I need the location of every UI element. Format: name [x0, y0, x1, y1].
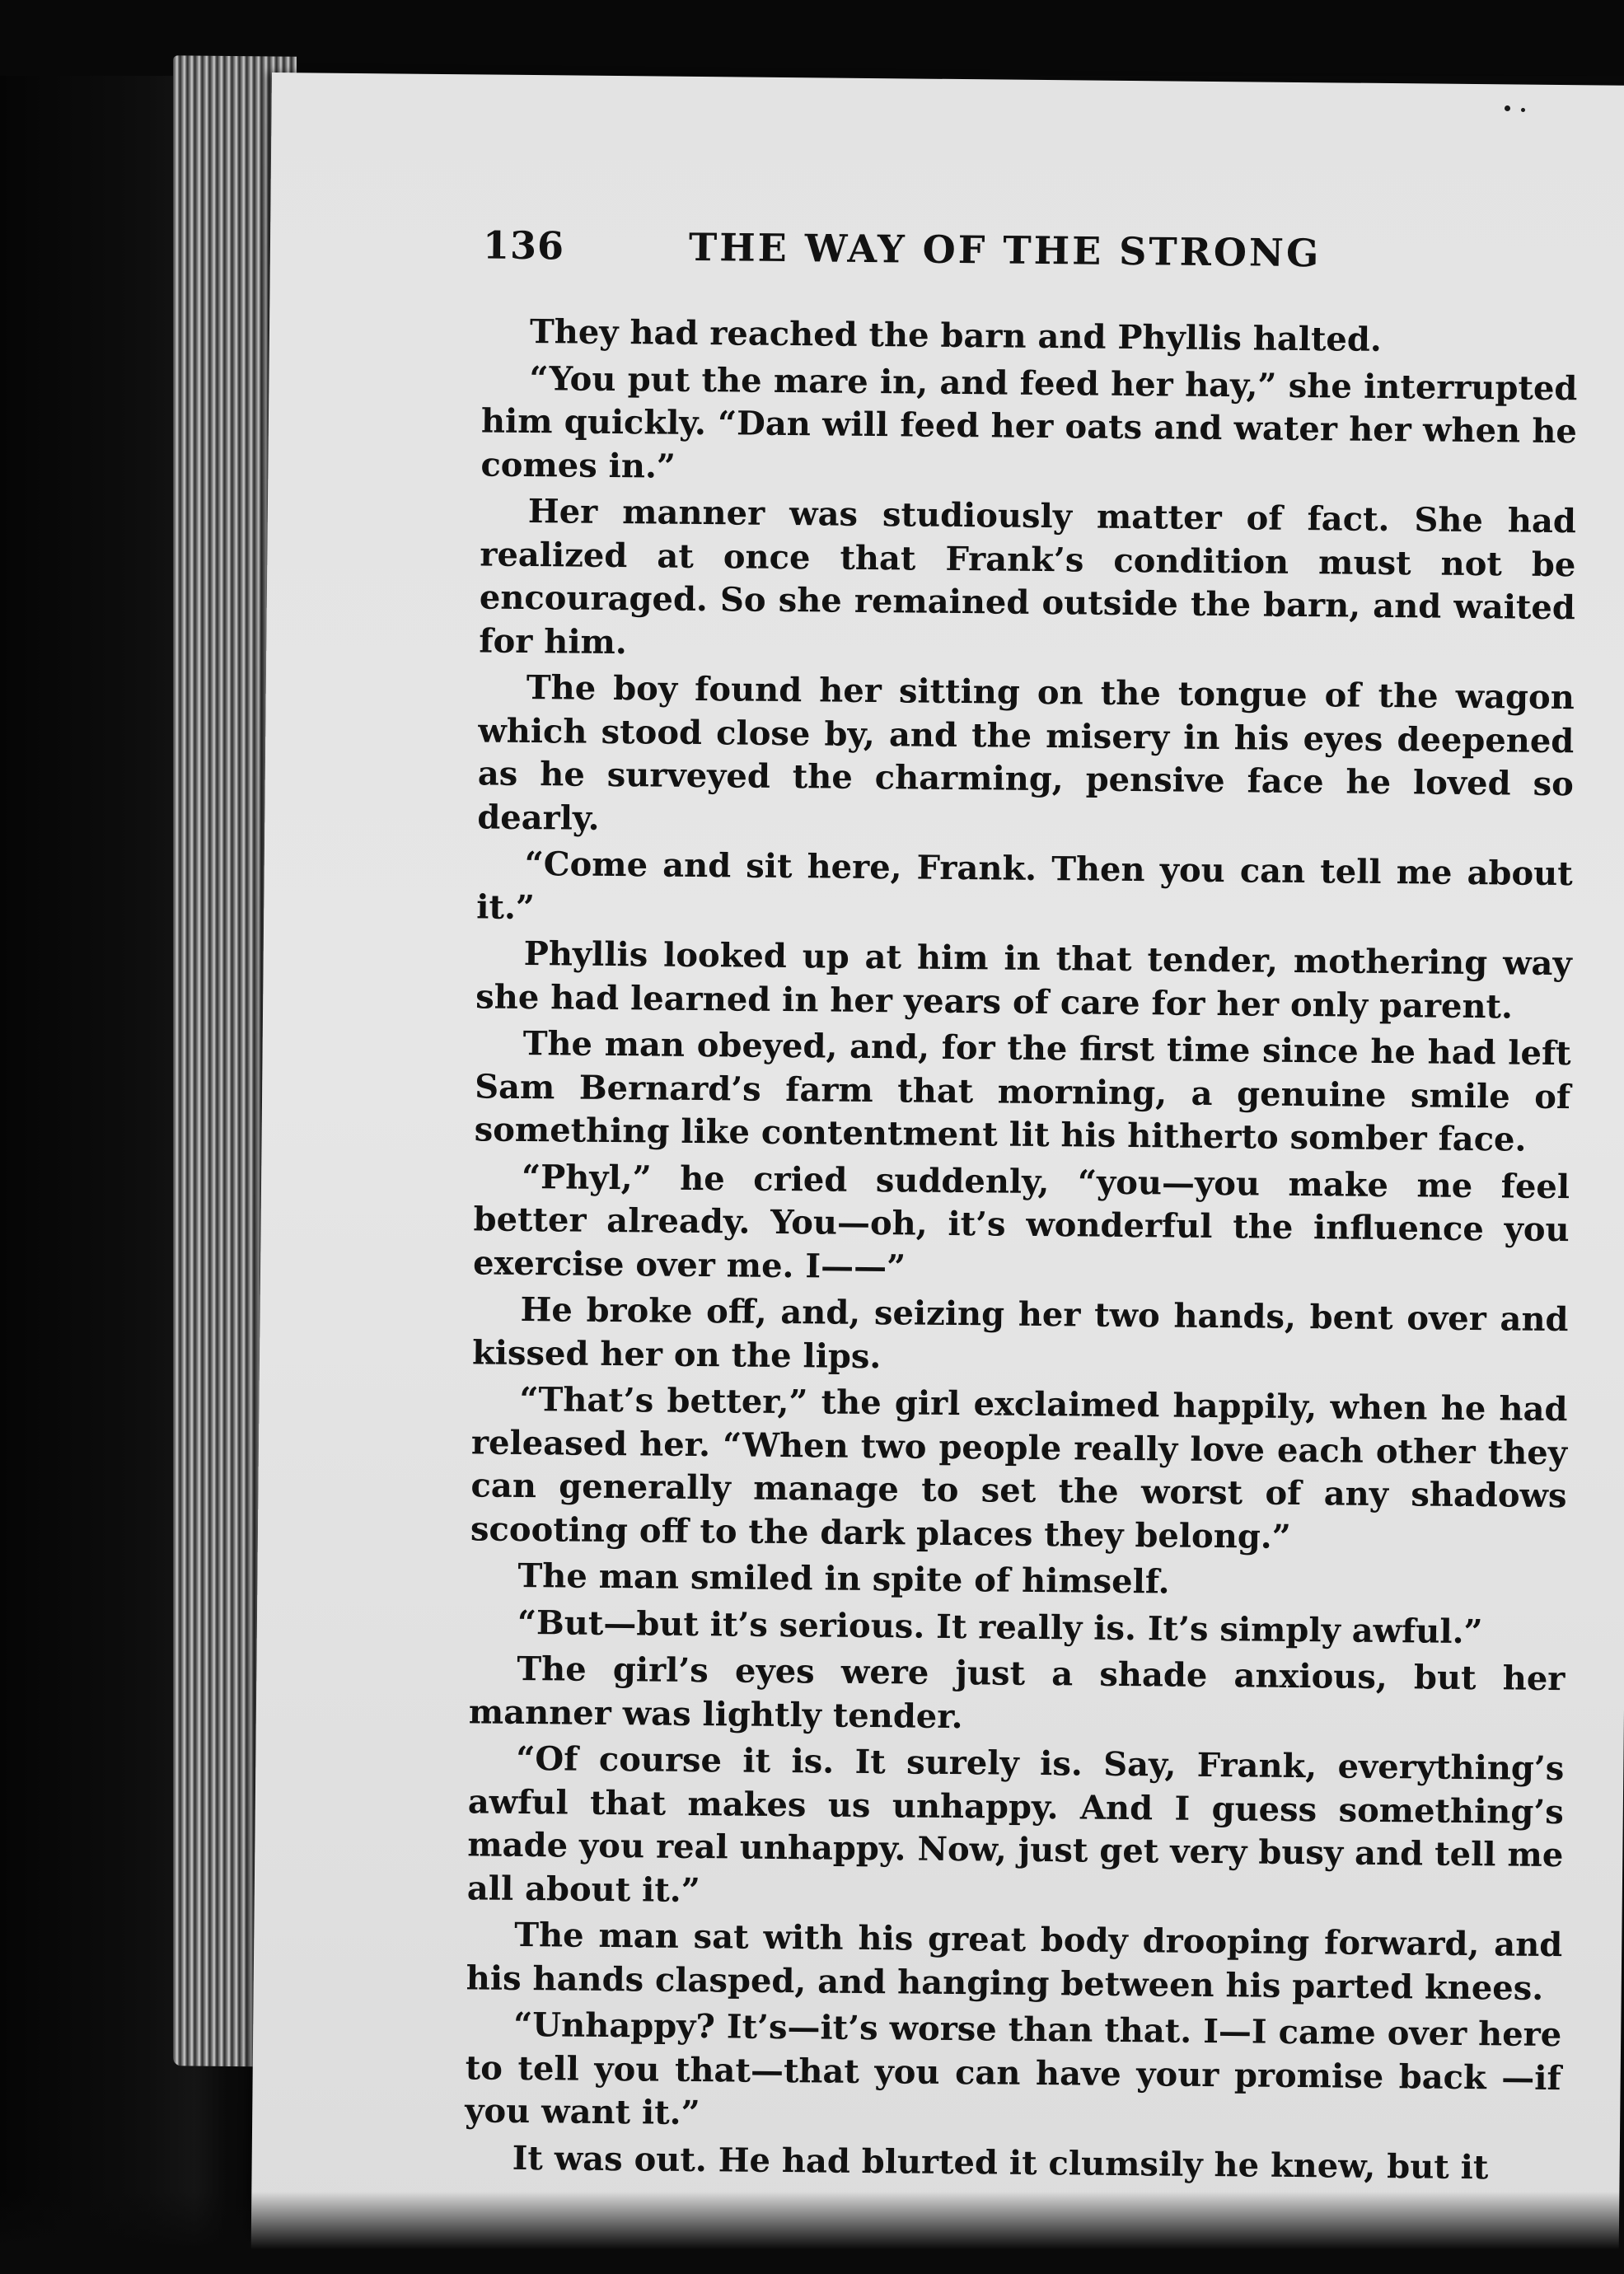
paragraph: Phyllis looked up at him in that tender, mothering way she had learned in her years of care for her only parent.: [475, 933, 1572, 1027]
paragraph: The man sat with his great body drooping forward, and his hands clasped, and hanging between his parted knees.: [466, 1915, 1563, 2008]
paragraph: The boy found her sitting on the tongue of the wagon which stood close by, and the misery in his eyes deepened as he surveyed the charming, pensive face he loved so dearly.: [477, 668, 1575, 838]
body-text: [464, 310, 1578, 2190]
paragraph: “You put the mare in, and feed her hay,” she interrupted him quickly. “Dan will feed her oats and water her when he comes in.”: [480, 358, 1578, 486]
paragraph: It was out. He had blurted it clumsily he knew, but it: [512, 2138, 1489, 2187]
paragraph: “Phyl,” he cried suddenly, “you—you make me feel better already. You—oh, it’s wonderful the influence you exercise over me. I——”: [472, 1157, 1570, 1286]
paragraph: “Unhappy? It’s—it’s worse than that. I—I came over here to tell you that—that you can have your promise back —if you want it.”: [465, 2005, 1562, 2133]
paragraph: “But—but it’s serious. It really is. It’s simply awful.”: [517, 1603, 1483, 1651]
running-title: THE WAY OF THE STRONG: [688, 224, 1322, 276]
paragraph: The girl’s eyes were just a shade anxious, but her manner was lightly tender.: [468, 1649, 1565, 1736]
paragraph: Her manner was studiously matter of fact. She had realized at once that Frank’s condition must not be encouraged. So she remained outside the barn, and waited for him.: [479, 492, 1577, 662]
dust-speck: [1505, 105, 1510, 111]
page-number: 136: [482, 222, 565, 269]
dust-speck: [1521, 108, 1525, 112]
paragraph: “Come and sit here, Frank. Then you can tell me about it.”: [476, 844, 1573, 927]
paragraph: “Of course it is. It surely is. Say, Frank, everything’s awful that makes us unhappy. And I guess something’s made you real unhappy. Now, just get very busy and tell me all about it.”: [466, 1738, 1565, 1910]
paragraph: They had reached the barn and Phyllis halted.: [529, 312, 1383, 359]
book-page: [250, 73, 1624, 2274]
paragraph: The man obeyed, and, for the first time since he had left Sam Bernard’s farm that morning, a genuine smile of something like contentment lit his hitherto somber face.: [474, 1023, 1571, 1159]
bottom-shadow: [0, 2192, 1624, 2274]
page-content: [464, 222, 1579, 2193]
paragraph: “That’s better,” the girl exclaimed happily, when he had released her. “When two people really love each other they can generally manage to set the worst of any shadows scooting off to the dark places they belong.”: [470, 1379, 1568, 1556]
running-head: [483, 222, 1580, 291]
paragraph: He broke off, and, seizing her two hands, bent over and kissed her on the lips.: [471, 1289, 1569, 1376]
paragraph: The man smiled in spite of himself.: [517, 1556, 1170, 1602]
